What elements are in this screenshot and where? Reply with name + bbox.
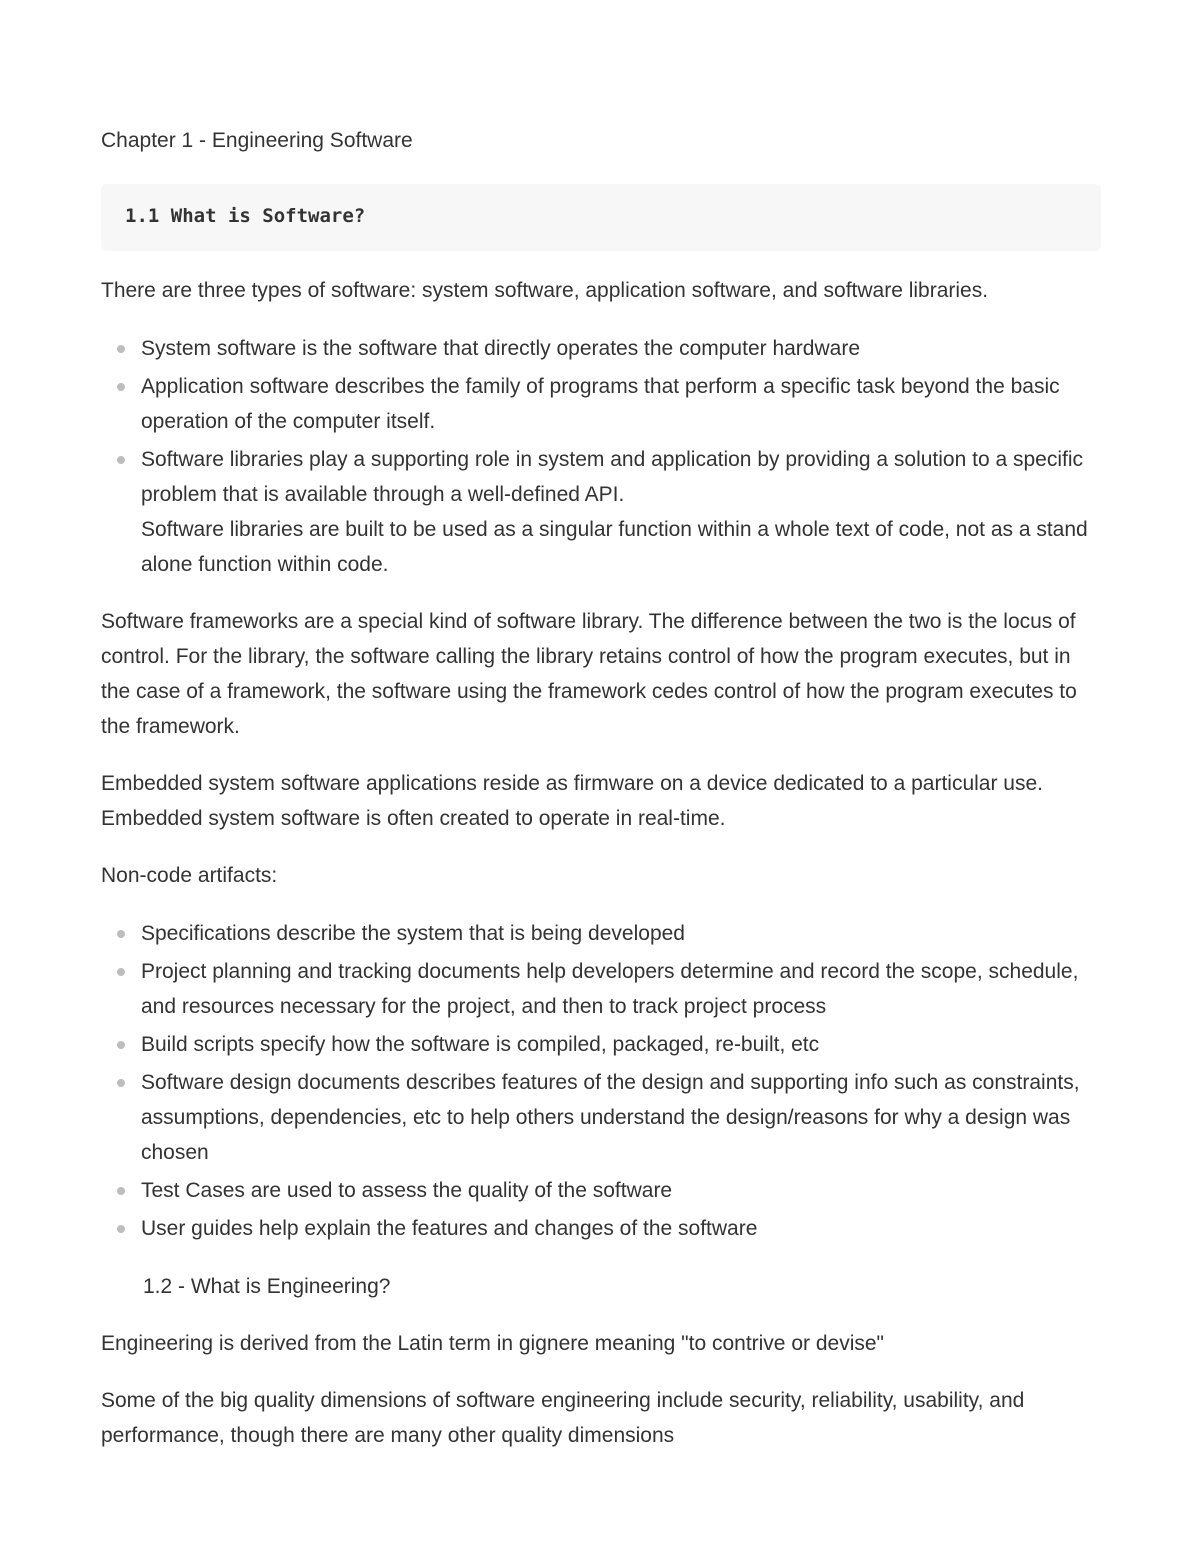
section-1-1-heading: 1.1 What is Software? bbox=[125, 205, 366, 227]
bullet-icon bbox=[117, 968, 125, 976]
list-item bbox=[101, 442, 1101, 582]
list-item bbox=[101, 1173, 1101, 1208]
list-item-text: User guides help explain the features and changes of the software bbox=[141, 1217, 758, 1240]
software-types-list bbox=[101, 331, 1101, 582]
list-item-text: Project planning and tracking documents help developers determine and record the scope, schedule, and resources necessary for the project, and then to track project process bbox=[141, 960, 1079, 1018]
list-item-text: System software is the software that directly operates the computer hardware bbox=[141, 337, 860, 360]
list-item bbox=[101, 1211, 1101, 1246]
bullet-icon bbox=[117, 345, 125, 353]
list-item-text: Software libraries play a supporting role in system and application by providing a solution to a specific problem that is available through a well-defined API. bbox=[141, 448, 1084, 506]
quality-dimensions-paragraph: Some of the big quality dimensions of software engineering include security, reliability, usability, and performance, though there are many other quality dimensions bbox=[101, 1389, 1025, 1447]
list-item bbox=[101, 369, 1101, 439]
list-item bbox=[101, 1065, 1101, 1170]
non-code-artifacts-list bbox=[101, 916, 1101, 1246]
list-item bbox=[101, 331, 1101, 366]
list-item-text: Build scripts specify how the software is compiled, packaged, re-built, etc bbox=[141, 1033, 820, 1056]
section-1-2-heading: 1.2 - What is Engineering? bbox=[143, 1275, 391, 1298]
list-item bbox=[101, 954, 1101, 1024]
non-code-label: Non-code artifacts: bbox=[101, 864, 278, 887]
engineering-definition: Engineering is derived from the Latin term in gignere meaning "to contrive or devise" bbox=[101, 1332, 884, 1355]
chapter-title: Chapter 1 - Engineering Software bbox=[101, 129, 413, 152]
intro-paragraph: There are three types of software: system software, application software, and software libraries. bbox=[101, 279, 989, 302]
list-item-extra-text: Software libraries are built to be used as a singular function within a whole text of code, not as a stand alone function within code. bbox=[141, 518, 1088, 576]
list-item-text: Application software describes the family of programs that perform a specific task beyond the basic operation of the computer itself. bbox=[141, 375, 1060, 433]
document-content bbox=[101, 123, 1101, 1453]
bullet-icon bbox=[117, 1079, 125, 1087]
frameworks-paragraph: Software frameworks are a special kind of software library. The difference between the two is the locus of control. For the library, the software calling the library retains control of how the program executes, but in the case of a framework, the software using the framework cedes control of how the program executes to the framework. bbox=[101, 610, 1077, 738]
list-item-text: Specifications describe the system that is being developed bbox=[141, 922, 685, 945]
list-item bbox=[101, 1027, 1101, 1062]
embedded-paragraph: Embedded system software applications reside as firmware on a device dedicated to a particular use. Embedded system software is often created to operate in real-time. bbox=[101, 772, 1043, 830]
bullet-icon bbox=[117, 383, 125, 391]
bullet-icon bbox=[117, 456, 125, 464]
bullet-icon bbox=[117, 930, 125, 938]
section-1-1-heading-block bbox=[101, 184, 1101, 251]
list-item-text: Software design documents describes features of the design and supporting info such as constraints, assumptions, dependencies, etc to help others understand the design/reasons for why a design was chosen bbox=[141, 1071, 1080, 1164]
list-item bbox=[101, 916, 1101, 951]
list-item-text: Test Cases are used to assess the quality of the software bbox=[141, 1179, 673, 1202]
bullet-icon bbox=[117, 1225, 125, 1233]
bullet-icon bbox=[117, 1041, 125, 1049]
bullet-icon bbox=[117, 1187, 125, 1195]
